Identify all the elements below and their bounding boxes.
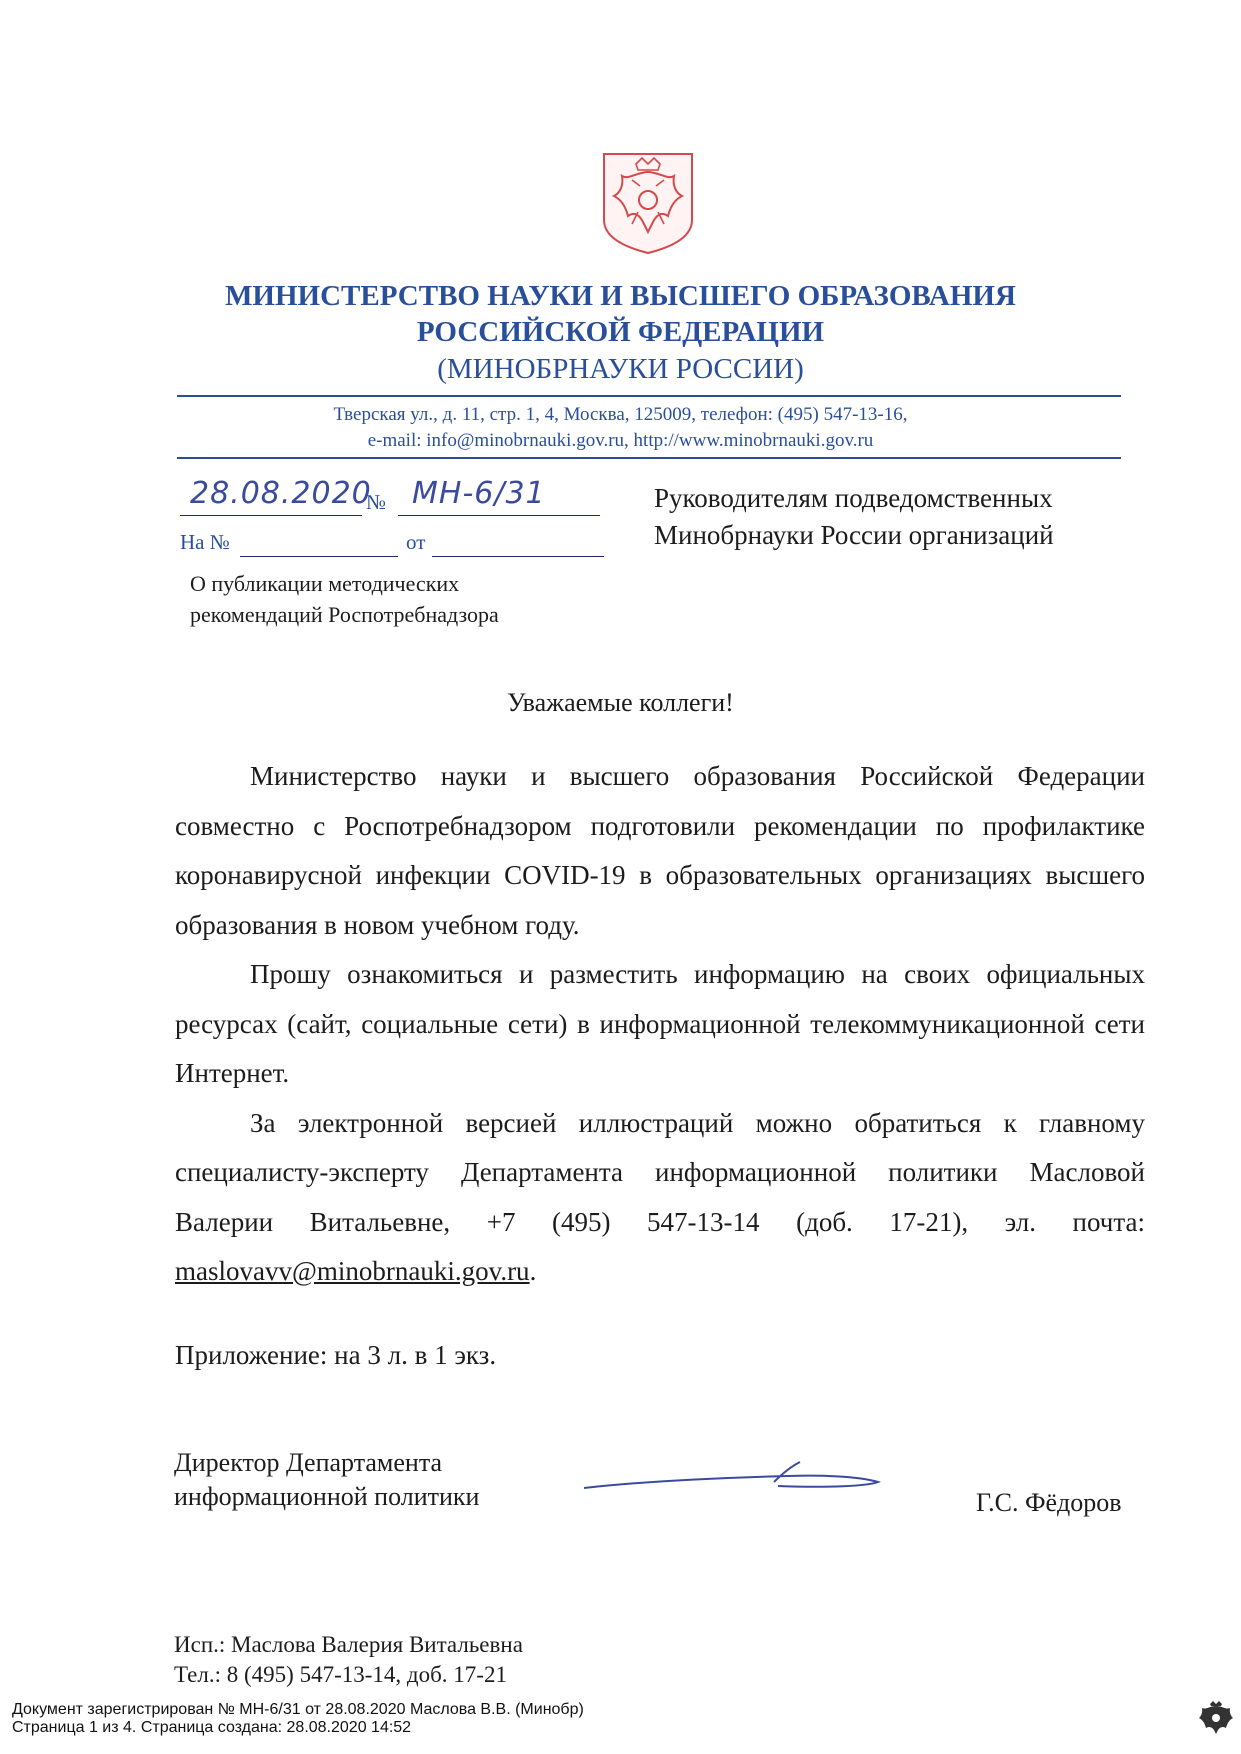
attachment-note: Приложение: на 3 л. в 1 экз.: [175, 1340, 497, 1370]
number-underline: [398, 515, 600, 516]
paragraph-1: Министерство науки и высшего образования Российской Федерации совместно с Роспотребнадзором подготовили рекомендации по профилактике коронавирусной инфекции COVID-19 в образовательных организациях высшего образования в новом учебном году.: [175, 761, 1145, 940]
russian-coat-of-arms-icon: [598, 150, 698, 256]
executor-name: Исп.: Маслова Валерия Витальевна: [174, 1632, 523, 1657]
eagle-emblem-icon: [1196, 1698, 1236, 1738]
registration-date: 28.08.2020: [190, 476, 372, 511]
header-rule-top: [177, 395, 1121, 397]
ref-number-underline: [240, 556, 398, 557]
ministry-short-name: (МИНОБРНАУКИ РОССИИ): [437, 353, 804, 385]
signatory-position-line2: информационной политики: [174, 1482, 480, 1511]
footer-page-line: Страница 1 из 4. Страница создана: 28.08.2020 14:52: [12, 1719, 412, 1736]
executor-phone: Тел.: 8 (495) 547-13-14, доб. 17-21: [174, 1662, 507, 1687]
handwritten-signature: [578, 1452, 898, 1502]
recipient-line2: Минобрнауки России организаций: [654, 520, 1054, 550]
paragraph-3-text: За электронной версией иллюстраций можно обратиться к главному специалисту-эксперту Департамента информационной политики Масловой Валерии Витальевне, +7 (495) 547-13-14 (доб. 17-21), эл. почта:: [175, 1107, 1145, 1237]
signatory-position-line1: Директор Департамента: [174, 1448, 443, 1477]
footer-registration-line: Документ зарегистрирован № МН-6/31 от 28.08.2020 Маслова В.В. (Минобр): [12, 1701, 584, 1718]
paragraph-3-end: .: [529, 1256, 537, 1286]
header-rule-bottom: [177, 457, 1121, 459]
address-line2: e-mail: info@minobrnauki.gov.ru, http://www.minobrnauki.gov.ru: [367, 430, 874, 451]
ref-number-label: На №: [180, 530, 230, 554]
paragraph-3: [175, 1099, 1145, 1297]
ministry-title-line1: МИНИСТЕРСТВО НАУКИ И ВЫСШЕГО ОБРАЗОВАНИЯ: [225, 280, 1016, 312]
ministry-title-line2: РОССИЙСКОЙ ФЕДЕРАЦИИ: [416, 316, 825, 348]
ref-from-underline: [432, 556, 604, 557]
date-underline: [180, 515, 362, 516]
salutation: Уважаемые коллеги!: [507, 688, 734, 717]
subject-line1: О публикации методических: [190, 571, 460, 596]
registration-number: МН-6/31: [412, 476, 546, 511]
subject-line2: рекомендаций Роспотребнадзора: [190, 602, 499, 627]
letter-body: [175, 752, 1145, 1297]
number-label: №: [366, 490, 387, 514]
address-line1: Тверская ул., д. 11, стр. 1, 4, Москва, 125009, телефон: (495) 547-13-16,: [333, 404, 908, 425]
contact-email-link[interactable]: maslovavv@minobrnauki.gov.ru: [175, 1256, 530, 1286]
recipient-line1: Руководителям подведомственных: [654, 483, 1053, 513]
ref-from-label: от: [406, 530, 426, 554]
paragraph-2: Прошу ознакомиться и разместить информацию на своих официальных ресурсах (сайт, социальные сети) в информационной телекоммуникационной сети Интернет.: [175, 959, 1145, 1088]
signatory-name: Г.С. Фёдоров: [976, 1488, 1122, 1517]
